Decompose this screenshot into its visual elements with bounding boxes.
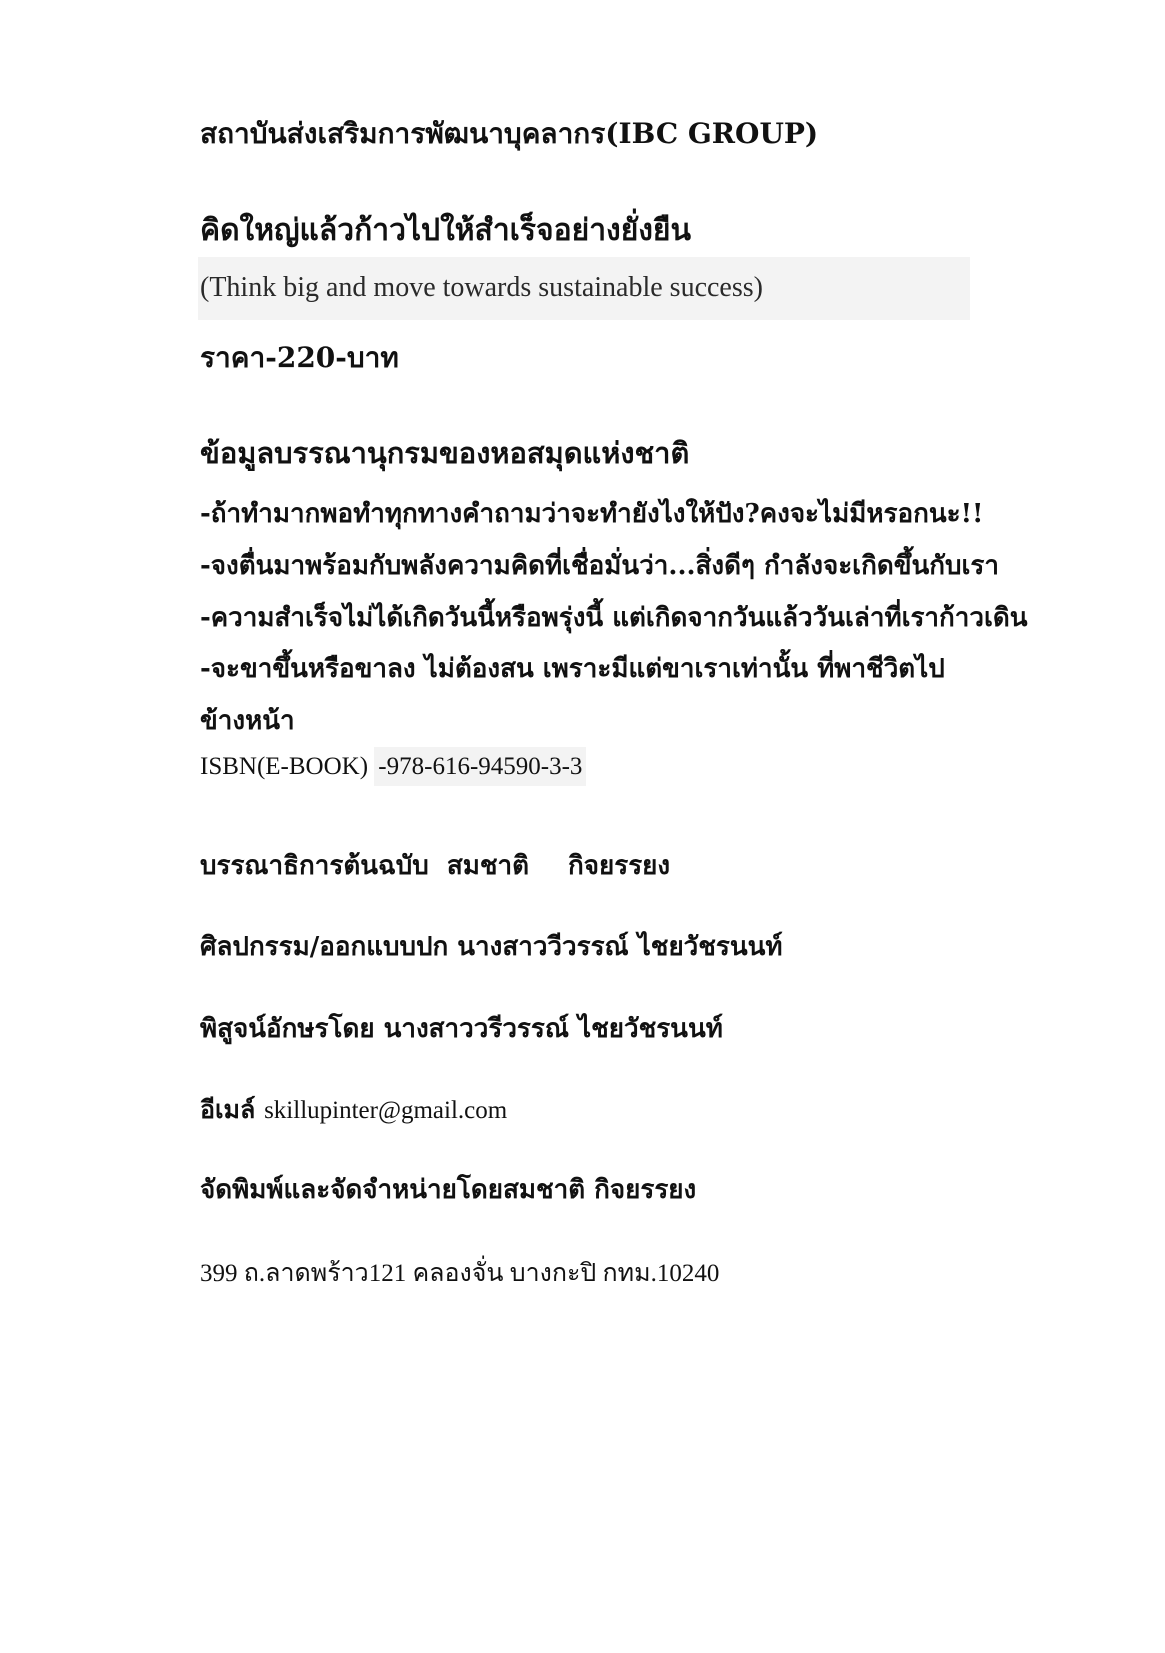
description-line: -จงตื่นมาพร้อมกับพลังความคิดที่เชื่อมั่นว่า...สิ่งดีๆ กำลังจะเกิดขึ้นกับเรา bbox=[200, 551, 999, 581]
editor-first-name: สมชาติ bbox=[446, 851, 529, 881]
email-value: skillupinter@gmail.com bbox=[264, 1097, 508, 1124]
description-line: ข้างหน้า bbox=[200, 706, 295, 736]
cover-design-line: ศิลปกรรม/ออกแบบปก นางสาววีวรรณ์ ไชยวัชรนนท์ bbox=[200, 932, 783, 962]
description-line: -ถ้าทำมากพอทำทุกทางคำถามว่าจะทำยังไงให้ปัง?คงจะไม่มีหรอกนะ!! bbox=[200, 499, 984, 529]
institute-name: สถาบันส่งเสริมการพัฒนาบุคลากร(IBC GROUP) bbox=[200, 117, 819, 150]
editor-label: บรรณาธิการต้นฉบับ bbox=[200, 851, 429, 881]
book-price: ราคา-220-บาท bbox=[200, 341, 399, 374]
email-label: อีเมล์ bbox=[200, 1095, 256, 1124]
editor-line bbox=[200, 845, 670, 886]
isbn-label: ISBN(E-BOOK) bbox=[200, 753, 369, 780]
publisher-line: จัดพิมพ์และจัดจำหน่ายโดยสมชาติ กิจยรรยง bbox=[200, 1175, 697, 1205]
address-line: 399 ถ.ลาดพร้าว121 คลองจั่น บางกะปิ กทม.10240 bbox=[200, 1260, 720, 1287]
isbn-line bbox=[200, 753, 586, 781]
description-line: -ความสำเร็จไม่ได้เกิดวันนี้หรือพรุ่งนี้ แต่เกิดจากวันแล้ววันเล่าที่เราก้าวเดิน bbox=[200, 603, 1028, 633]
proofreading-line: พิสูจน์อักษรโดย นางสาววรีวรรณ์ ไชยวัชรนนท์ bbox=[200, 1014, 723, 1044]
book-title: คิดใหญ่แล้วก้าวไปให้สำเร็จอย่างยั่งยืน bbox=[200, 213, 692, 248]
editor-last-name: กิจยรรยง bbox=[568, 851, 671, 881]
isbn-value: -978-616-94590-3-3 bbox=[374, 747, 586, 786]
description-line: -จะขาขึ้นหรือขาลง ไม่ต้องสน เพราะมีแต่ขาเราเท่านั้น ที่พาชีวิตไป bbox=[200, 654, 945, 684]
book-subtitle: (Think big and move towards sustainable success) bbox=[200, 272, 763, 303]
email-line bbox=[200, 1090, 507, 1130]
cip-heading: ข้อมูลบรรณานุกรมของหอสมุดแห่งชาติ bbox=[200, 436, 690, 470]
